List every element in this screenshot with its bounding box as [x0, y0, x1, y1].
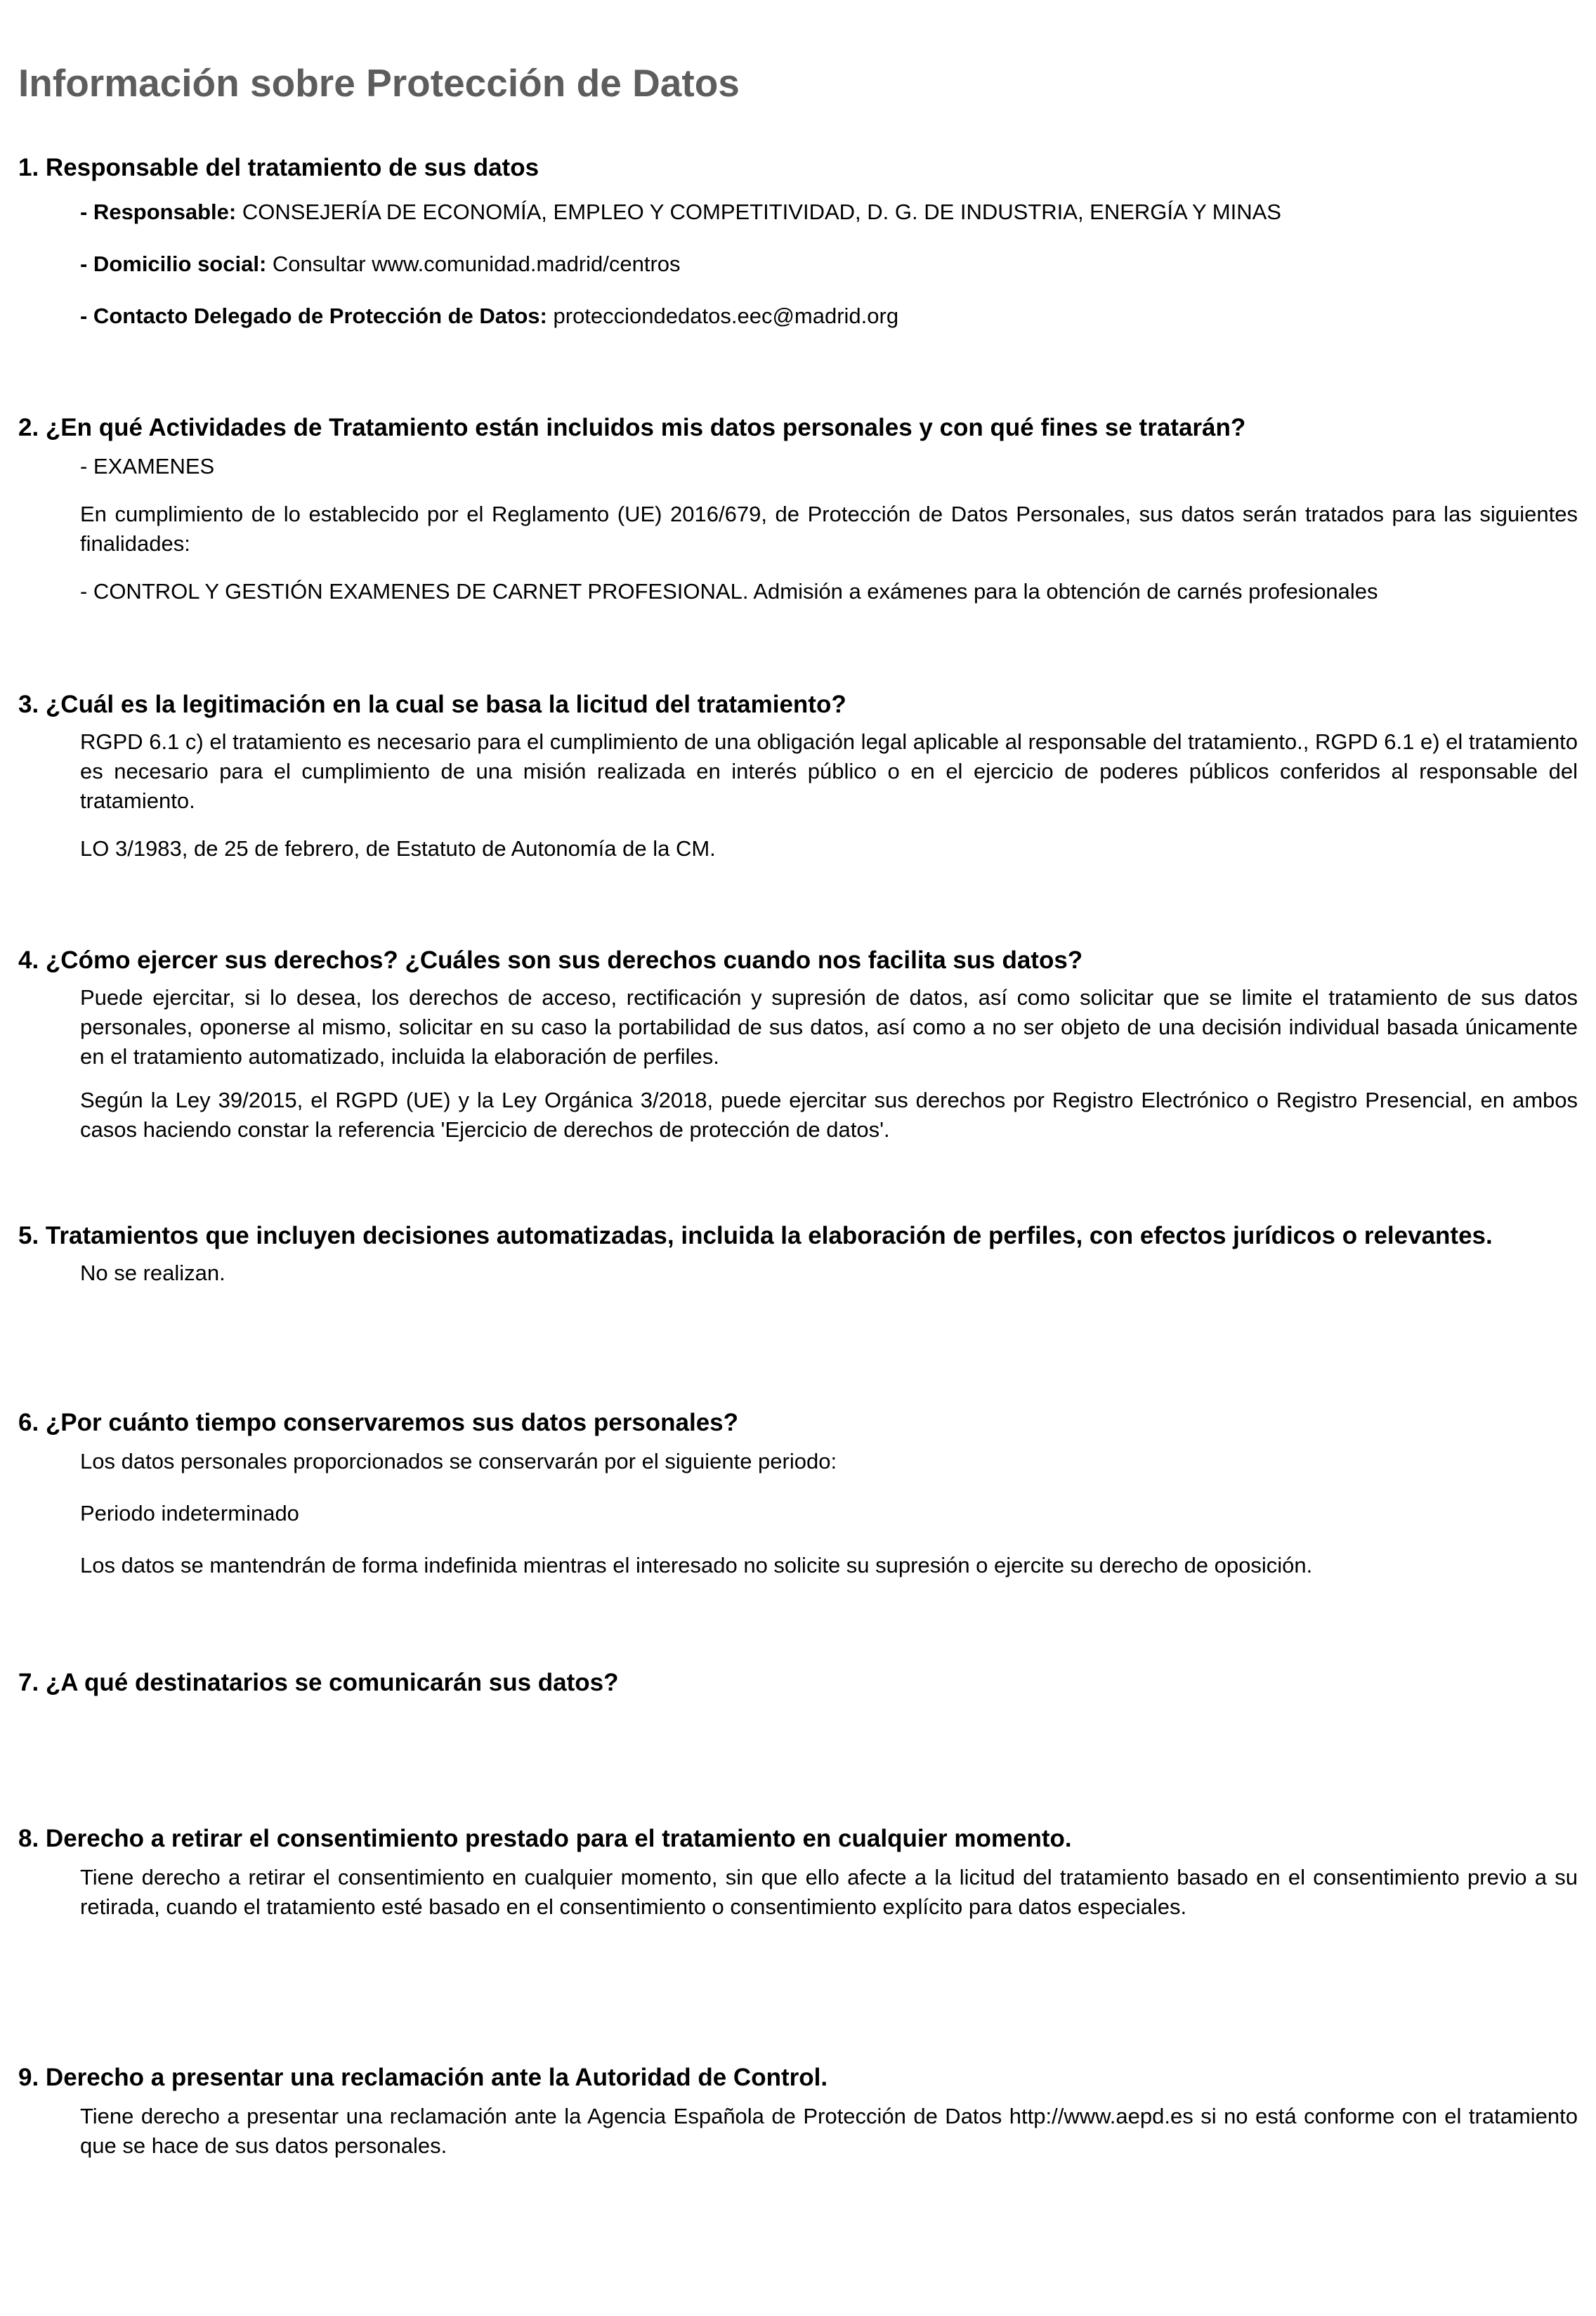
section-8 — [18, 1823, 1578, 1922]
section-body — [80, 1447, 1578, 1580]
section-body — [80, 197, 1578, 331]
section-heading: 4. ¿Cómo ejercer sus derechos? ¿Cuáles son sus derechos cuando nos facilita sus datos? — [18, 946, 1083, 974]
domicilio-value: Consultar www.comunidad.madrid/centros — [272, 252, 681, 276]
section-heading: 5. Tratamientos que incluyen decisiones automatizadas, incluida la elaboración de perfiles, con efectos jurídicos o relevantes. — [18, 1222, 1493, 1249]
section-6 — [18, 1407, 1564, 1580]
section-9 — [18, 2062, 1578, 2161]
section-7 — [18, 1667, 1564, 1698]
responsable-line — [80, 197, 1578, 227]
section-heading: 2. ¿En qué Actividades de Tratamiento están incluidos mis datos personales y con qué fines se tratarán? — [18, 414, 1246, 441]
section-body — [80, 983, 1578, 1145]
section-body — [80, 452, 1578, 606]
contacto-dpd-value: protecciondedatos.eec@madrid.org — [553, 304, 899, 328]
domicilio-line — [80, 249, 1578, 279]
section-3 — [18, 689, 1578, 864]
section-4 — [18, 944, 1578, 1145]
domicilio-label: - Domicilio social: — [80, 252, 267, 276]
paragraph: Periodo indeterminado — [80, 1501, 299, 1525]
paragraph: Tiene derecho a retirar el consentimiento en cualquier momento, sin que ello afecte a la licitud del tratamiento basado en el consentimiento previo a su retirada, cuando el tratamiento esté basado en el consentimiento o consentimiento explícito para datos especiales. — [80, 1865, 1578, 1919]
paragraph: - EXAMENES — [80, 454, 215, 479]
paragraph: Los datos personales proporcionados se conservarán por el siguiente periodo: — [80, 1449, 837, 1473]
paragraph: RGPD 6.1 c) el tratamiento es necesario para el cumplimiento de una obligación legal aplicable al responsable del tratamiento., RGPD 6.1 e) el tratamiento es necesario para el cumplimiento de una misión realizada en interés público o en el ejercicio de poderes públicos conferidos al responsable del tratamiento. — [80, 729, 1578, 813]
section-1 — [18, 152, 1564, 331]
section-heading: 8. Derecho a retirar el consentimiento prestado para el tratamiento en cualquier momento. — [18, 1825, 1072, 1852]
paragraph: Los datos se mantendrán de forma indefinida mientras el interesado no solicite su supresión o ejercite su derecho de oposición. — [80, 1553, 1313, 1577]
section-body — [80, 2102, 1578, 2161]
section-2 — [18, 412, 1578, 606]
paragraph: No se realizan. — [80, 1261, 225, 1285]
section-heading: 9. Derecho a presentar una reclamación ante la Autoridad de Control. — [18, 2064, 828, 2091]
section-heading: 3. ¿Cuál es la legitimación en la cual se basa la licitud del tratamiento? — [18, 691, 846, 718]
section-body — [80, 1258, 1578, 1288]
paragraph: - CONTROL Y GESTIÓN EXAMENES DE CARNET PROFESIONAL. Admisión a exámenes para la obtención de carnés profesionales — [80, 579, 1378, 604]
paragraph: LO 3/1983, de 25 de febrero, de Estatuto de Autonomía de la CM. — [80, 836, 716, 861]
responsable-label: - Responsable: — [80, 200, 237, 224]
responsable-value: CONSEJERÍA DE ECONOMÍA, EMPLEO Y COMPETITIVIDAD, D. G. DE INDUSTRIA, ENERGÍA Y MINAS — [242, 200, 1281, 224]
paragraph: Según la Ley 39/2015, el RGPD (UE) y la Ley Orgánica 3/2018, puede ejercitar sus derechos por Registro Electrónico o Registro Presencial, en ambos casos haciendo constar la referencia 'Ejercicio de derechos de protección de datos'. — [80, 1088, 1578, 1142]
section-heading: 1. Responsable del tratamiento de sus datos — [18, 154, 539, 181]
paragraph: Tiene derecho a presentar una reclamación ante la Agencia Española de Protección de Datos http://www.aepd.es si no está conforme con el tratamiento que se hace de sus datos personales. — [80, 2104, 1578, 2158]
section-5 — [18, 1220, 1564, 1288]
section-body — [80, 727, 1578, 864]
section-heading: 7. ¿A qué destinatarios se comunicarán sus datos? — [18, 1669, 619, 1696]
section-heading: 6. ¿Por cuánto tiempo conservaremos sus datos personales? — [18, 1409, 739, 1436]
contacto-dpd-line — [80, 301, 1578, 331]
section-body — [80, 1863, 1578, 1922]
paragraph: Puede ejercitar, si lo desea, los derechos de acceso, rectificación y supresión de datos, así como solicitar que se limite el tratamiento de sus datos personales, oponerse al mismo, solicitar en su caso la portabilidad de sus datos, así como a no ser objeto de una decisión individual basada únicamente en el tratamiento automatizado, incluida la elaboración de perfiles. — [80, 985, 1578, 1069]
contacto-dpd-label: - Contacto Delegado de Protección de Datos: — [80, 304, 547, 328]
paragraph: En cumplimiento de lo establecido por el Reglamento (UE) 2016/679, de Protección de Datos Personales, sus datos serán tratados para las siguientes finalidades: — [80, 502, 1578, 556]
page-title: Información sobre Protección de Datos — [18, 61, 740, 105]
